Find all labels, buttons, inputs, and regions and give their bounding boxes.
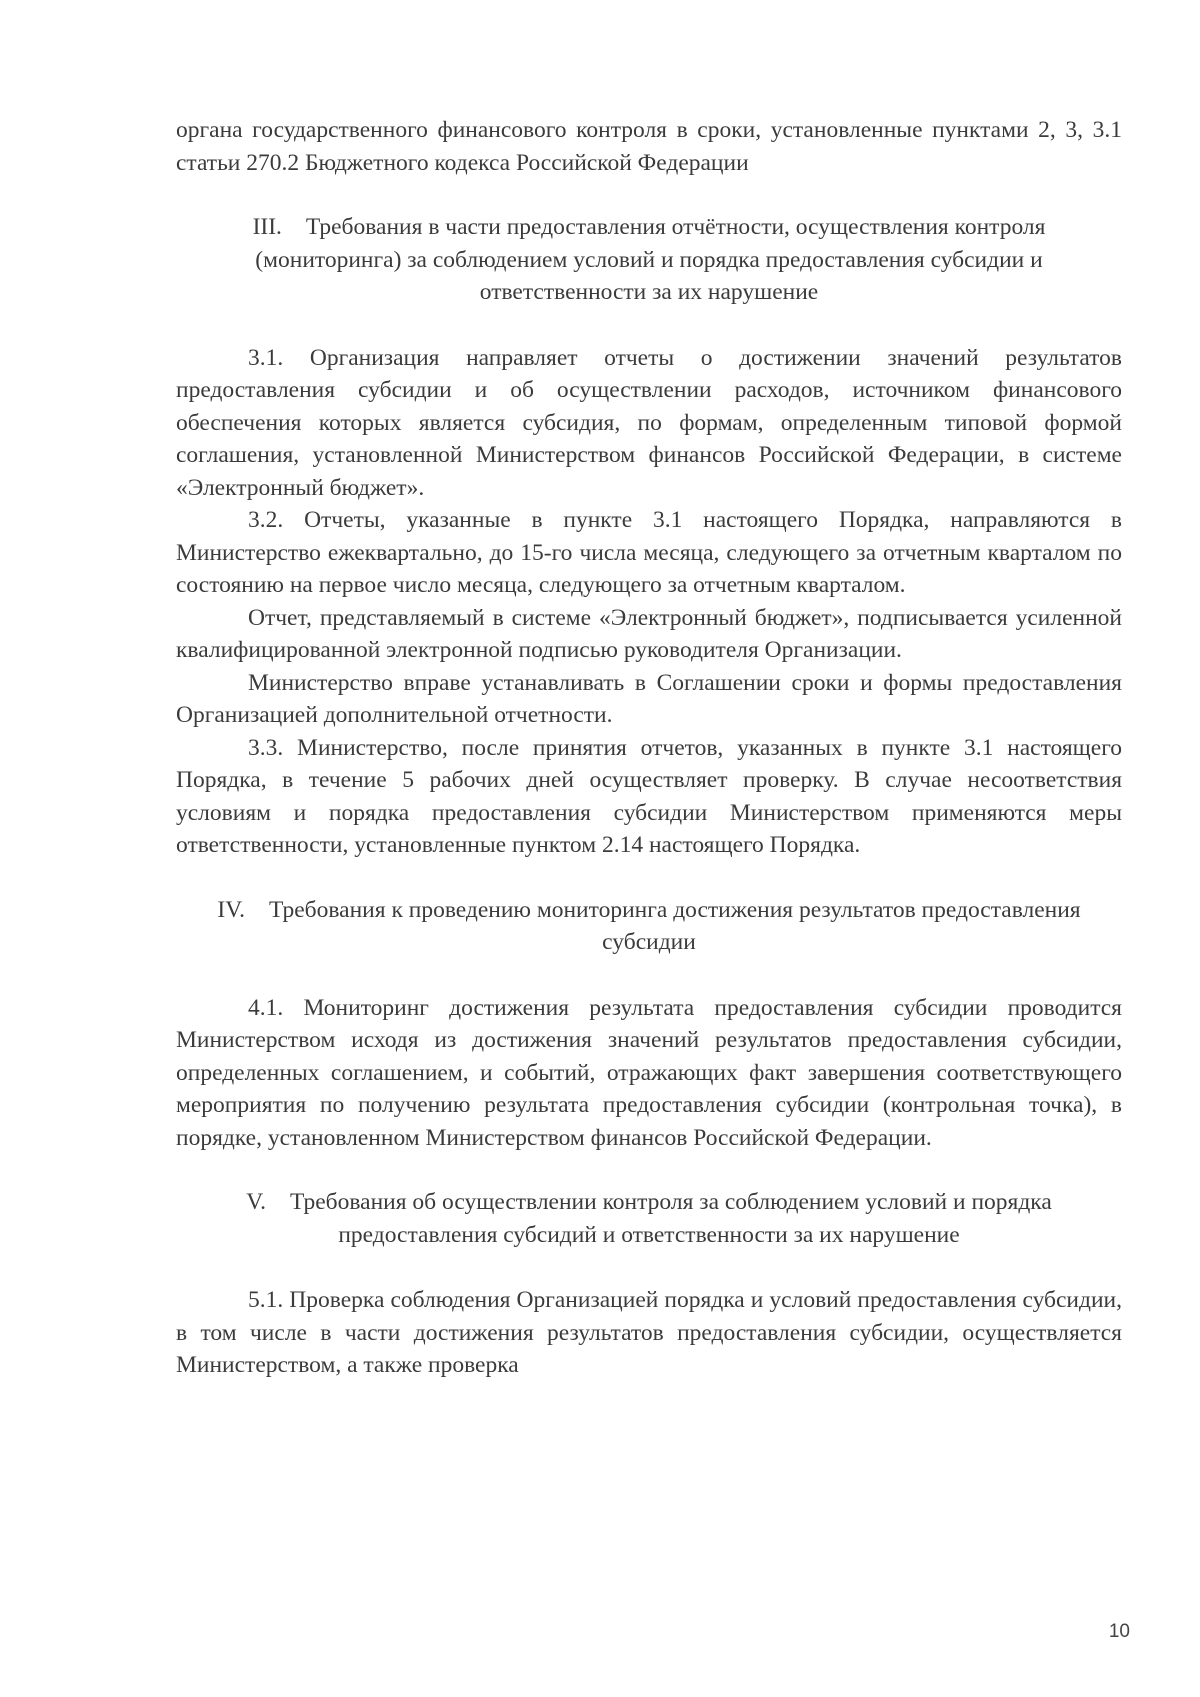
paragraph-5-1: 5.1. Проверка соблюдения Организацией порядка и условий предоставления субсидии, в том числе в части достижения результатов предоставления субсидии, осуществляется Министерством, а также проверка bbox=[176, 1287, 1122, 1378]
spacer bbox=[176, 309, 1122, 342]
paragraph-4-1: 4.1. Мониторинг достижения результата предоставления субсидии проводится Министерством исходя из достижения значений результатов предоставления субсидии, определенных соглашением, и событий, отражающих факт завершения соответствующего мероприятия по получению результата предоставления субсидии (контрольная точка), в порядке, установленном Министерством финансов Российской Федерации. bbox=[176, 994, 1122, 1151]
paragraph-3-2: 3.2. Отчеты, указанные в пункте 3.1 настоящего Порядка, направляются в Министерство ежеквартально, до 15-го числа месяца, следующего за отчетным кварталом по состоянию на первое число месяца, следующего за отчетным кварталом. bbox=[176, 507, 1122, 598]
paragraph-3-2-additional: Министерство вправе устанавливать в Соглашении сроки и формы предоставления Организацией дополнительной отчетности. bbox=[176, 669, 1122, 728]
spacer bbox=[176, 959, 1122, 992]
spacer bbox=[176, 179, 1122, 211]
page-number: 10 bbox=[1108, 1621, 1130, 1642]
section-4-number: IV. bbox=[217, 896, 246, 923]
section-4-title: Требования к проведению мониторинга достижения результатов предоставления субсидии bbox=[269, 896, 1081, 955]
paragraph-3-3: 3.3. Министерство, после принятия отчетов, указанных в пункте 3.1 настоящего Порядка, в течение 5 рабочих дней осуществляет проверку. В случае несоответствия условиям и порядка предоставления субсидии Министерством применяются меры ответственности, установленные пунктом 2.14 настоящего Порядка. bbox=[176, 734, 1122, 858]
section-3-number: III. bbox=[252, 214, 282, 240]
spacer bbox=[176, 1251, 1122, 1284]
section-3-title: Требования в части предоставления отчётности, осуществления контроля (мониторинга) за соблюдением условий и порядка предоставления субсидии и ответственности за их нарушение bbox=[255, 214, 1046, 305]
spacer bbox=[176, 1154, 1122, 1186]
section-5-heading bbox=[176, 1186, 1122, 1251]
spacer bbox=[176, 862, 1122, 894]
paragraph-3-1: 3.1. Организация направляет отчеты о достижении значений результатов предоставления субсидии и об осуществлении расходов, источником финансового обеспечения которых является субсидия, по формам, определенным типовой формой соглашения, установленной Министерством финансов Российской Федерации, в системе «Электронный бюджет». bbox=[176, 344, 1122, 501]
section-3-heading bbox=[176, 211, 1122, 309]
paragraph-3-2-signature: Отчет, представляемый в системе «Электронный бюджет», подписывается усиленной квалифицированной электронной подписью руководителя Организации. bbox=[176, 604, 1122, 663]
section-5-title: Требования об осуществлении контроля за соблюдением условий и порядка предоставления субсидий и ответственности за их нарушение bbox=[290, 1189, 1052, 1248]
section-5-number: V. bbox=[246, 1189, 267, 1215]
continuation-paragraph: органа государственного финансового контроля в сроки, установленные пунктами 2, 3, 3.1 статьи 270.2 Бюджетного кодекса Российской Федерации bbox=[176, 117, 1122, 176]
document-body bbox=[176, 114, 1122, 1382]
section-4-heading bbox=[176, 894, 1122, 959]
